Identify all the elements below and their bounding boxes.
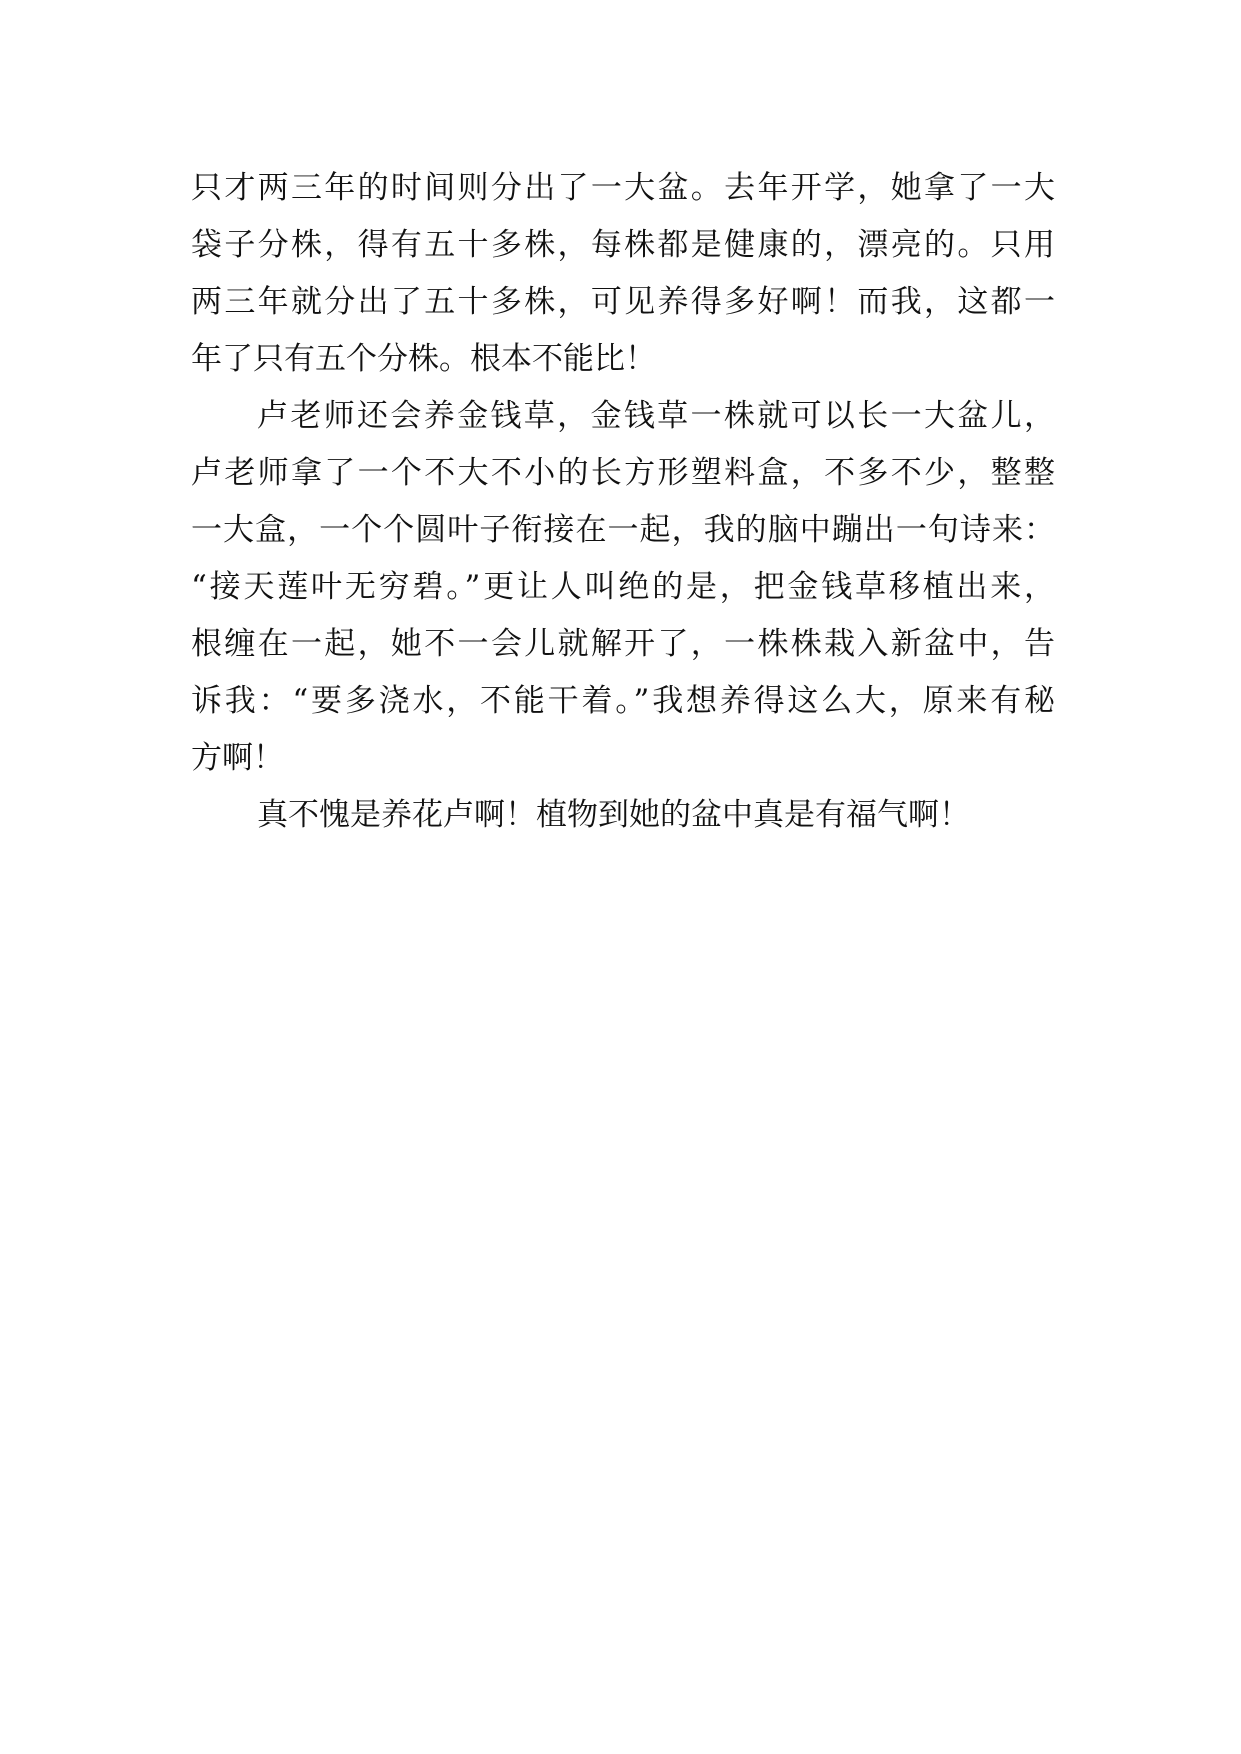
document-body [191,160,1055,844]
text-line: 根缠在一起，她不一会儿就解开了，一株株栽入新盆中，告 [191,626,1055,662]
text-line: 只才两三年的时间则分出了一大盆。去年开学，她拿了一大 [191,170,1055,206]
text-line: “接天莲叶无穷碧。”更让人叫绝的是，把金钱草移植出来， [191,569,1055,605]
text-line: 卢老师还会养金钱草，金钱草一株就可以长一大盆儿， [257,398,1055,434]
text-line: 袋子分株，得有五十多株，每株都是健康的，漂亮的。只用 [191,227,1055,263]
text-line: 一大盒，一个个圆叶子衔接在一起，我的脑中蹦出一句诗来： [191,512,1055,548]
paragraph-1 [191,160,1055,388]
text-line: 诉我：“要多浇水，不能干着。”我想养得这么大，原来有秘 [191,683,1055,719]
text-line: 方啊！ [191,740,284,776]
text-line: 卢老师拿了一个不大不小的长方形塑料盒，不多不少，整整 [191,455,1055,491]
text-line: 年了只有五个分株。根本不能比！ [191,341,656,377]
paragraph-3 [191,787,1055,844]
text-line: 真不愧是养花卢啊！植物到她的盆中真是有福气啊！ [257,797,970,833]
paragraph-2 [191,388,1055,787]
text-line: 两三年就分出了五十多株，可见养得多好啊！而我，这都一 [191,284,1055,320]
